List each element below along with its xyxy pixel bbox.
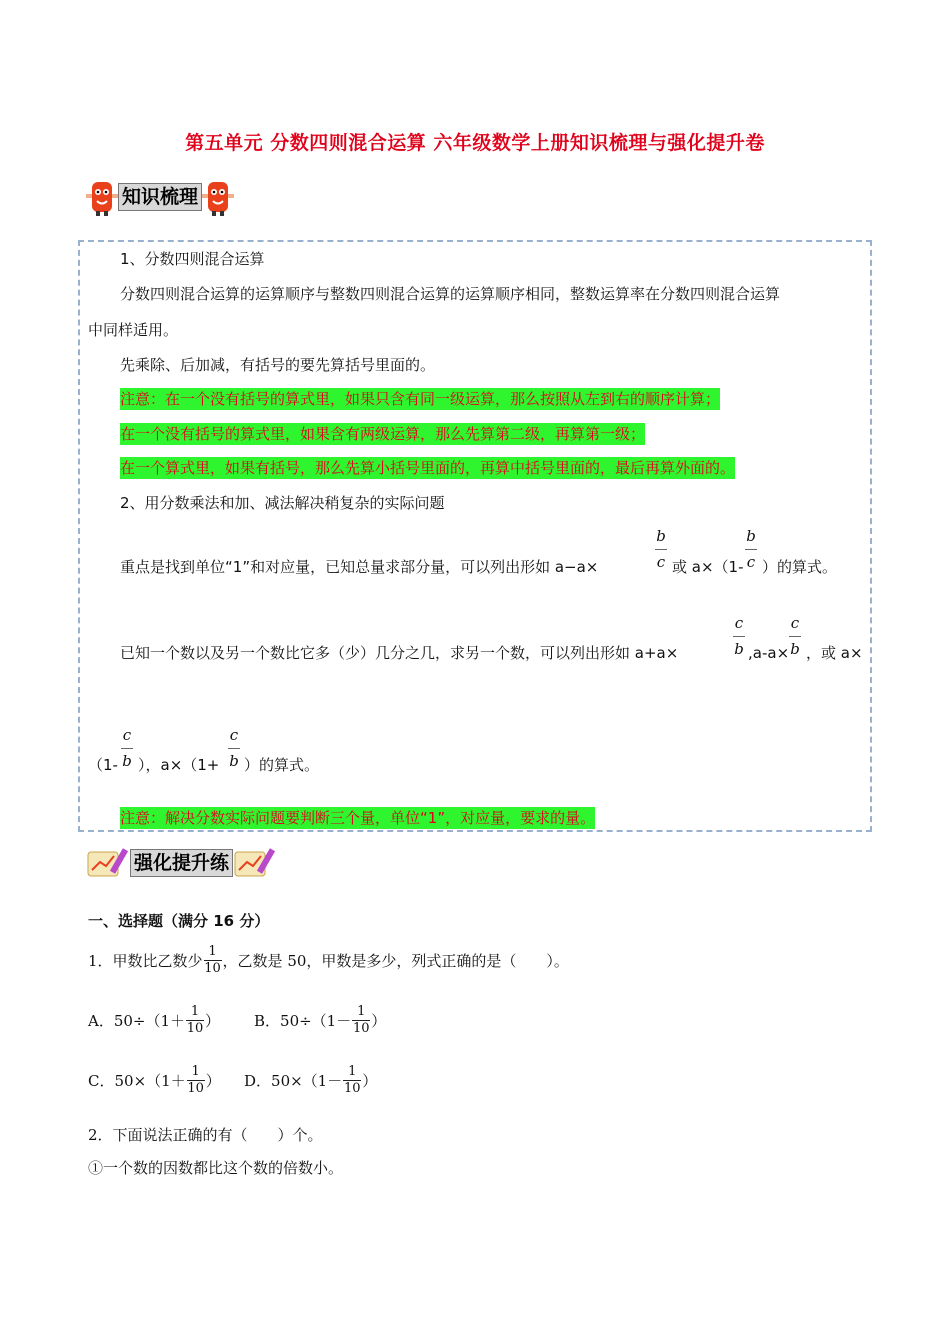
- fraction-c-over-b: c b: [734, 614, 744, 658]
- fraction-1-over-10: 1 10: [204, 944, 221, 976]
- heading-mixed-operations: 1、分数四则混合运算: [120, 250, 265, 268]
- fraction-1-over-10: 1 10: [343, 1064, 361, 1096]
- option-c[interactable]: C．50×（1＋ 1 10 ）: [88, 1064, 221, 1096]
- fraction-c-over-b: c b: [790, 614, 800, 658]
- paragraph-line: 中同样适用。: [88, 321, 179, 339]
- paragraph-line: 先乘除、后加减，有括号的要先算括号里面的。: [120, 356, 436, 374]
- note-highlight: 注意：解决分数实际问题要判断三个量，单位“1”，对应量，要求的量。: [120, 809, 596, 827]
- question-2: 2．下面说法正确的有（ ）个。: [88, 1126, 323, 1144]
- heading-word-problems: 2、用分数乘法和加、减法解决稍复杂的实际问题: [120, 494, 445, 512]
- fraction-1-over-10: 1 10: [187, 1064, 204, 1096]
- note-highlight: 注意：在一个没有括号的算式里，如果只含有同一级运算，那么按照从左到右的顺序计算；: [120, 390, 721, 408]
- note-highlight: 在一个算式里，如果有括号，那么先算小括号里面的，再算中括号里面的，最后再算外面的。: [120, 459, 736, 477]
- fraction-1-over-10: 1 10: [186, 1004, 204, 1036]
- question-text: ，乙数是 50，甲数是多少，列式正确的是（ ）。: [222, 951, 569, 970]
- notebook-pencil-icon: [86, 844, 130, 882]
- notebook-pencil-icon: [233, 844, 277, 882]
- paragraph-line: ）的算式。: [762, 558, 838, 576]
- paragraph-line: ,a-a×: [748, 644, 790, 662]
- fraction-b-over-c: b c: [656, 527, 666, 571]
- option-d[interactable]: D．50×（1－ 1 10 ）: [244, 1064, 378, 1096]
- section-header-knowledge: [86, 178, 234, 216]
- fraction-1-over-10: 1 10: [352, 1004, 370, 1036]
- question-1: [88, 945, 569, 976]
- paragraph-line: 或 a×（1-: [672, 558, 744, 576]
- question-text: 1．甲数比乙数少: [88, 951, 203, 970]
- paragraph-line: （1-: [88, 756, 118, 774]
- section-header-label: 强化提升练: [130, 849, 233, 877]
- document-title: 第五单元 分数四则混合运算 六年级数学上册知识梳理与强化提升卷: [185, 132, 765, 154]
- section-header-label: 知识梳理: [118, 183, 202, 211]
- paragraph-line: ，或 a×: [806, 644, 863, 662]
- mascot-icon: [202, 178, 234, 216]
- fraction-c-over-b: c b: [229, 726, 239, 770]
- mascot-icon: [86, 178, 118, 216]
- paragraph-line: 重点是找到单位“1”和对应量，已知总量求部分量，可以列出形如 a−a×: [120, 558, 599, 576]
- paragraph-line: ）的算式。: [244, 756, 320, 774]
- section-header-practice: [86, 844, 277, 882]
- fraction-b-over-c: b c: [746, 527, 756, 571]
- note-highlight: 在一个没有括号的算式里，如果含有两级运算，那么先算第二级，再算第一级；: [120, 425, 646, 443]
- paragraph-line: 分数四则混合运算的运算顺序与整数四则混合运算的运算顺序相同，整数运算率在分数四则混合运算: [120, 285, 781, 303]
- paragraph-line: 已知一个数以及另一个数比它多（少）几分之几，求另一个数，可以列出形如 a+a×: [120, 644, 679, 662]
- fraction-c-over-b: c b: [122, 726, 132, 770]
- part-title: 一、选择题（满分 16 分）: [88, 912, 270, 930]
- paragraph-line: ），a×（1+: [138, 756, 220, 774]
- question-2-item-1: ①一个数的因数都比这个数的倍数小。: [88, 1159, 344, 1177]
- option-a[interactable]: A．50÷（1＋ 1 10 ）: [88, 1004, 221, 1036]
- option-b[interactable]: B．50÷（1－ 1 10 ）: [254, 1004, 387, 1036]
